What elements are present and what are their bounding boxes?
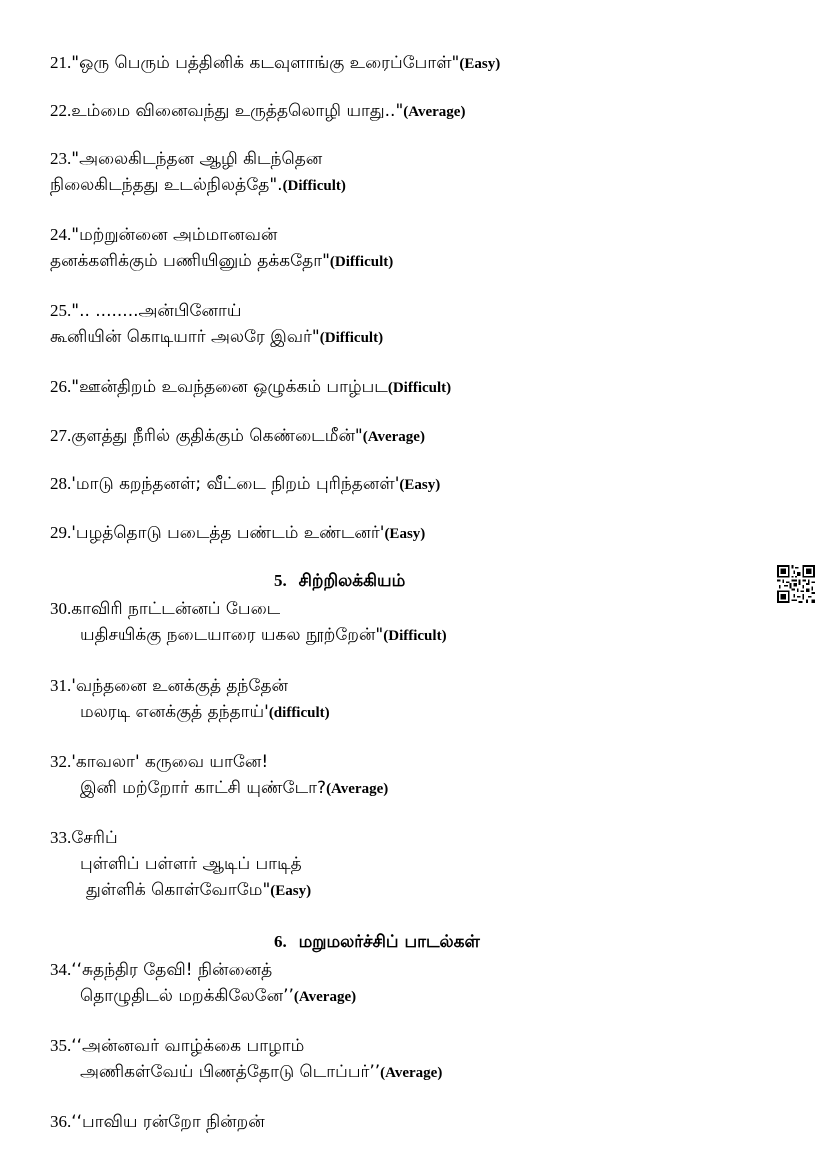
question-text: 'வந்தனை உனக்குத் தந்தேன் xyxy=(71,676,289,696)
question-number: 24. xyxy=(50,225,72,244)
difficulty-tag: (Difficult) xyxy=(387,380,452,396)
question-26 xyxy=(50,374,750,400)
question-text: கூனியின் கொடியார் அலரே இவர்" xyxy=(50,327,320,347)
difficulty-tag: (Difficult) xyxy=(319,330,384,346)
question-28 xyxy=(50,471,750,497)
difficulty-tag: (Easy) xyxy=(459,56,501,72)
question-text: யதிசயிக்கு நடையாரை யகல நூற்றேன்" xyxy=(80,625,384,645)
section-number: 5. xyxy=(274,571,287,590)
question-22 xyxy=(50,98,750,124)
question-text: இனி மற்றோர் காட்சி யுண்டோ? xyxy=(80,778,327,798)
question-number: 31. xyxy=(50,676,72,695)
question-29 xyxy=(50,520,750,546)
question-number: 23. xyxy=(50,149,72,168)
question-24 xyxy=(50,222,750,274)
section-title: சிற்றிலக்கியம் xyxy=(298,571,406,591)
difficulty-tag: (Easy) xyxy=(384,526,426,542)
question-number: 34. xyxy=(50,960,72,979)
question-32 xyxy=(50,749,750,801)
question-text: உம்மை வினைவந்து உருத்தலொழி யாது.." xyxy=(71,101,404,121)
question-34 xyxy=(50,957,750,1009)
question-text: "ஒரு பெரும் பத்தினிக் கடவுளாங்கு உரைப்போள்" xyxy=(71,53,460,73)
question-31 xyxy=(50,673,750,725)
question-36 xyxy=(50,1109,750,1135)
question-text: 'பழத்தொடு படைத்த பண்டம் உண்டனர்' xyxy=(71,523,385,543)
difficulty-tag: (Average) xyxy=(380,1065,443,1081)
question-number: 21. xyxy=(50,53,72,72)
difficulty-tag: (Average) xyxy=(403,104,466,120)
question-text: 'மாடு கறந்தனள்; வீட்டை நிறம் புரிந்தனள்' xyxy=(71,474,400,494)
question-number: 30. xyxy=(50,599,72,618)
question-number: 33. xyxy=(50,828,72,847)
question-35 xyxy=(50,1033,750,1085)
difficulty-tag: (Easy) xyxy=(399,477,441,493)
question-number: 25. xyxy=(50,301,72,320)
question-25 xyxy=(50,298,750,350)
qr-code-icon xyxy=(777,565,815,603)
question-text: அணிகள்வேய் பிணத்தோடு டொப்பர்’’ xyxy=(80,1062,381,1082)
difficulty-tag: (difficult) xyxy=(268,705,330,721)
section-number: 6. xyxy=(274,932,287,951)
question-30 xyxy=(50,596,750,648)
question-33 xyxy=(50,825,750,903)
question-text: ‘‘சுதந்திர தேவி! நின்னைத் xyxy=(71,960,273,980)
question-text: ‘‘பாவிய ரன்றோ நின்றன் xyxy=(71,1112,265,1132)
question-text: காவிரி நாட்டன்னப் பேடை xyxy=(71,599,281,619)
question-number: 22. xyxy=(50,101,72,120)
question-number: 35. xyxy=(50,1036,72,1055)
question-text: குளத்து நீரில் குதிக்கும் கெண்டைமீன்" xyxy=(71,426,363,446)
question-text: "அலைகிடந்தன ஆழி கிடந்தென xyxy=(71,149,323,169)
question-number: 28. xyxy=(50,474,72,493)
difficulty-tag: (Difficult) xyxy=(329,254,394,270)
section-heading-6 xyxy=(274,929,480,955)
question-21 xyxy=(50,50,750,76)
question-23 xyxy=(50,146,750,198)
question-number: 26. xyxy=(50,377,72,396)
question-text: "ஊன்திறம் உவந்தனை ஒழுக்கம் பாழ்பட xyxy=(71,377,388,397)
question-text: ".. ........அன்பினோய் xyxy=(71,301,242,321)
difficulty-tag: (Average) xyxy=(326,781,389,797)
question-text: புள்ளிப் பள்ளர் ஆடிப் பாடித் xyxy=(80,854,302,874)
section-heading-5 xyxy=(274,568,405,594)
question-27 xyxy=(50,423,750,449)
question-number: 29. xyxy=(50,523,72,542)
section-title: மறுமலர்ச்சிப் பாடல்கள் xyxy=(298,932,480,952)
question-text: தொழுதிடல் மறக்கிலேனே’’ xyxy=(80,986,294,1006)
difficulty-tag: (Difficult) xyxy=(282,178,346,194)
question-number: 27. xyxy=(50,426,72,445)
difficulty-tag: (Average) xyxy=(293,989,357,1005)
question-text: நிலைகிடந்தது உடல்நிலத்தே". xyxy=(50,175,283,195)
question-text: மலரடி எனக்குத் தந்தாய்' xyxy=(80,702,269,722)
question-text: சேரிப் xyxy=(71,828,118,848)
question-text: துள்ளிக் கொள்வோமே" xyxy=(86,880,271,900)
question-number: 36. xyxy=(50,1112,72,1131)
question-text: "மற்றுன்னை அம்மானவன் xyxy=(71,225,278,245)
question-number: 32. xyxy=(50,752,72,771)
difficulty-tag: (Average) xyxy=(362,429,425,445)
question-text: தனக்களிக்கும் பணியினும் தக்கதோ" xyxy=(50,251,330,271)
difficulty-tag: (Difficult) xyxy=(383,628,447,644)
question-text: 'காவலா' கருவை யானே! xyxy=(71,752,269,772)
question-text: ‘‘அன்னவர் வாழ்க்கை பாழாம் xyxy=(71,1036,305,1056)
difficulty-tag: (Easy) xyxy=(270,883,312,899)
